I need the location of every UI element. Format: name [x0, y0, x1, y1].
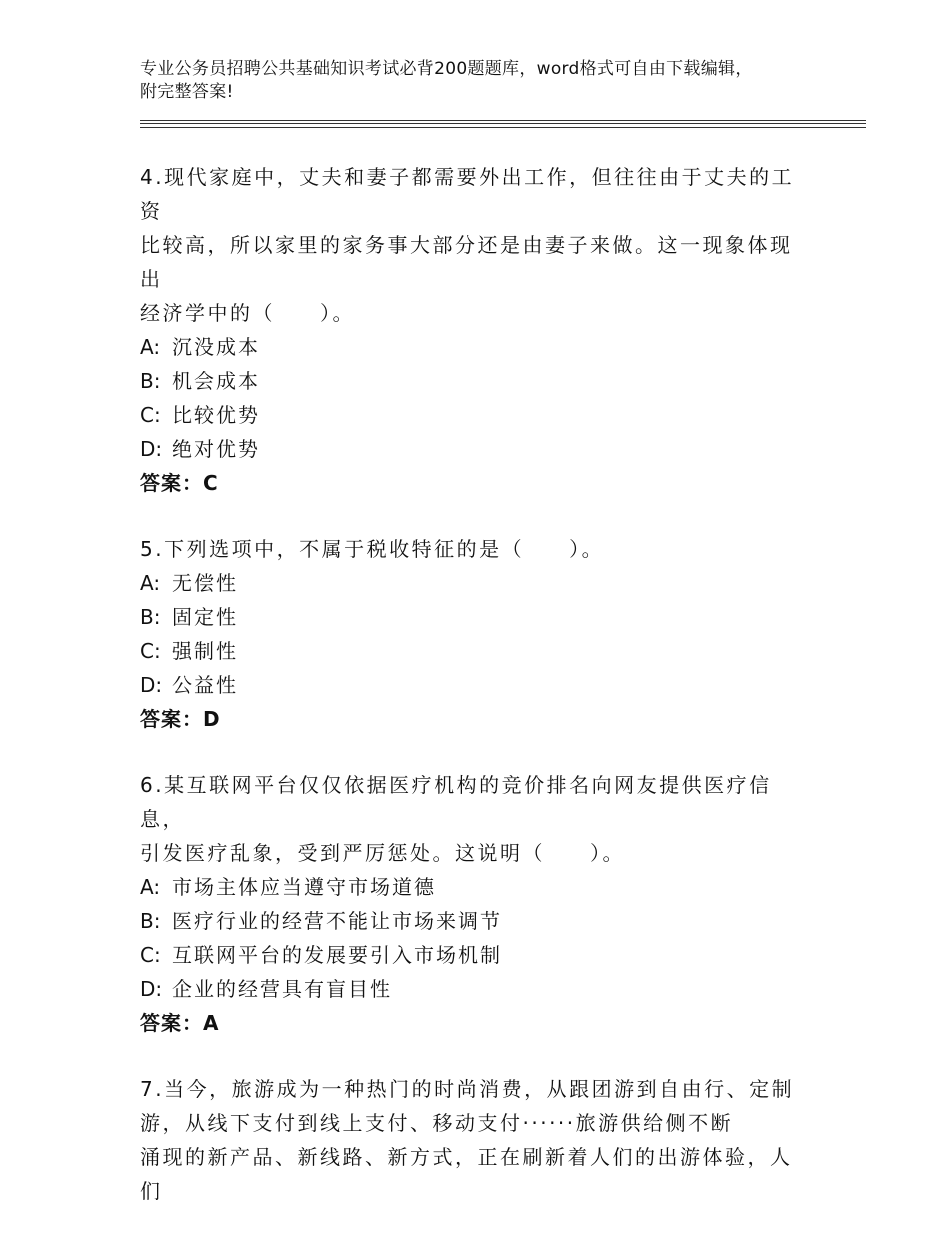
answer-line: 答案：D — [140, 707, 221, 731]
question-5 — [140, 532, 800, 736]
question-6 — [140, 768, 800, 1040]
option-a — [140, 330, 800, 364]
option-text: 医疗行业的经营不能让市场来调节 — [172, 909, 502, 933]
option-c — [140, 398, 800, 432]
answer-line: 答案：A — [140, 1011, 220, 1035]
document-header — [140, 58, 840, 104]
option-label: C: — [140, 943, 161, 967]
header-line-2: 附完整答案! — [140, 82, 234, 102]
question-stem-line: 涌现的新产品、新线路、新方式，正在刷新着人们的出游体验，人们 — [140, 1145, 793, 1203]
option-d — [140, 668, 800, 702]
option-d — [140, 972, 800, 1006]
header-divider — [140, 120, 866, 128]
question-7 — [140, 1072, 800, 1208]
option-c — [140, 938, 800, 972]
option-text: 机会成本 — [172, 369, 260, 393]
question-stem-line: 引发医疗乱象，受到严厉惩处。这说明（ ）。 — [140, 841, 625, 865]
option-label: D: — [140, 437, 163, 461]
option-b — [140, 364, 800, 398]
option-label: A: — [140, 335, 161, 359]
option-text: 企业的经营具有盲目性 — [172, 977, 392, 1001]
option-text: 市场主体应当遵守市场道德 — [172, 875, 436, 899]
option-c — [140, 634, 800, 668]
option-label: B: — [140, 369, 161, 393]
question-stem-line: 4.现代家庭中，丈夫和妻子都需要外出工作，但往往由于丈夫的工资 — [140, 165, 795, 223]
option-text: 公益性 — [172, 673, 238, 697]
option-d — [140, 432, 800, 466]
option-a — [140, 870, 800, 904]
option-label: B: — [140, 605, 161, 629]
option-b — [140, 904, 800, 938]
option-b — [140, 600, 800, 634]
header-line-1: 专业公务员招聘公共基础知识考试必背200题题库，word格式可自由下载编辑， — [140, 59, 753, 79]
option-label: A: — [140, 875, 161, 899]
option-label: C: — [140, 639, 161, 663]
option-a — [140, 566, 800, 600]
option-text: 固定性 — [172, 605, 238, 629]
question-stem-line: 经济学中的（ ）。 — [140, 301, 355, 325]
option-text: 无偿性 — [172, 571, 238, 595]
option-label: D: — [140, 673, 163, 697]
answer-line: 答案：C — [140, 471, 219, 495]
question-stem-line: 5.下列选项中，不属于税收特征的是（ ）。 — [140, 537, 605, 561]
option-text: 绝对优势 — [172, 437, 260, 461]
option-text: 强制性 — [172, 639, 238, 663]
question-4 — [140, 160, 800, 500]
option-text: 比较优势 — [172, 403, 260, 427]
option-text: 互联网平台的发展要引入市场机制 — [172, 943, 502, 967]
option-label: D: — [140, 977, 163, 1001]
option-label: C: — [140, 403, 161, 427]
option-label: A: — [140, 571, 161, 595]
question-stem-line: 7.当今，旅游成为一种热门的时尚消费，从跟团游到自由行、定制 — [140, 1077, 795, 1101]
question-stem-line: 比较高，所以家里的家务事大部分还是由妻子来做。这一现象体现出 — [140, 233, 793, 291]
question-stem-line: 6.某互联网平台仅仅依据医疗机构的竞价排名向网友提供医疗信息， — [140, 773, 772, 831]
option-label: B: — [140, 909, 161, 933]
question-stem-line: 游，从线下支付到线上支付、移动支付······旅游供给侧不断 — [140, 1111, 734, 1135]
option-text: 沉没成本 — [172, 335, 260, 359]
question-list — [140, 160, 800, 1240]
